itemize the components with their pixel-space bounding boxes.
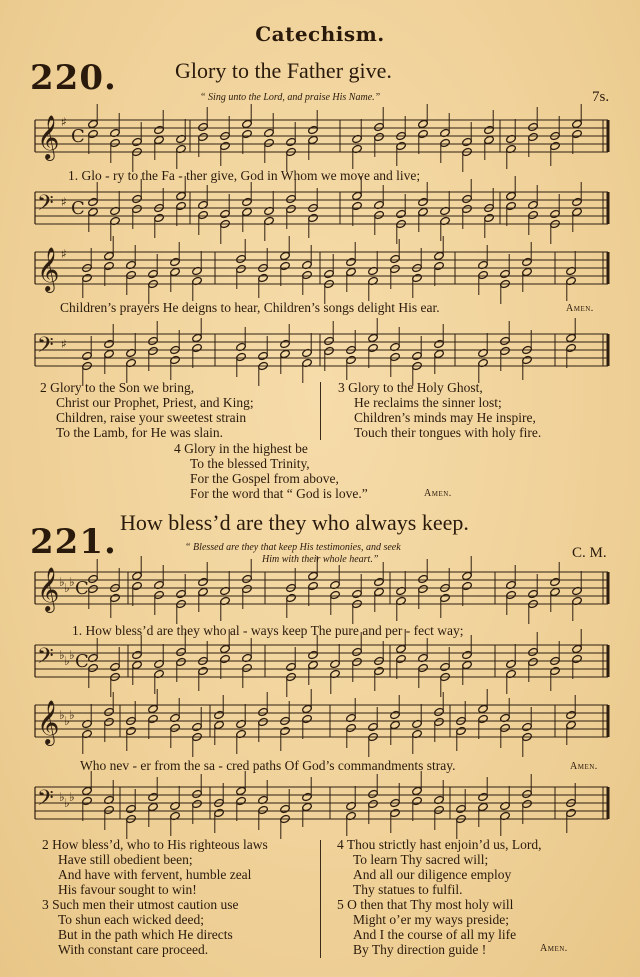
flat-icon: ♭ — [64, 796, 70, 810]
clef-icon: 𝄞 — [37, 115, 60, 159]
sharp-icon: ♯ — [61, 247, 67, 261]
verse-line: And have with fervent, humble zeal — [58, 867, 252, 882]
verse-block — [42, 837, 268, 957]
flat-icon: ♭ — [69, 575, 75, 589]
verse-line: He reclaims the sinner lost; — [354, 395, 502, 410]
verse-line: Children’s minds may He inspire, — [354, 410, 536, 425]
verse-block — [40, 380, 254, 440]
time-signature: C — [71, 198, 85, 219]
hymn-epigraph: “ Sing unto the Lord, and praise His Name.” — [200, 92, 381, 103]
sharp-icon: ♯ — [61, 337, 67, 351]
clef-icon: 𝄞 — [37, 700, 60, 744]
verse-line: Children, raise your sweetest strain — [56, 410, 247, 425]
verse-line: To shun each wicked deed; — [58, 912, 205, 927]
flat-icon: ♭ — [64, 581, 70, 595]
verse-line: 2 Glory to the Son we bring, — [40, 380, 195, 395]
flat-icon: ♭ — [69, 708, 75, 722]
clef-icon: 𝄢 — [37, 333, 54, 363]
clef-icon: 𝄢 — [37, 191, 54, 221]
verse-line: But in the path which He directs — [58, 927, 233, 942]
verse-block — [337, 837, 541, 957]
flat-icon: ♭ — [69, 790, 75, 804]
clef-icon: 𝄞 — [37, 247, 60, 291]
time-signature: C — [71, 126, 85, 147]
verse-block — [174, 441, 368, 501]
verse-line: Have still obedient been; — [58, 852, 193, 867]
verse-line: For the word that “ God is love.” — [190, 486, 368, 501]
verse-line: To the Lamb, for He was slain. — [56, 425, 224, 440]
hymn-epigraph: Him with their whole heart.” — [262, 554, 379, 565]
verse-line: Touch their tongues with holy fire. — [354, 425, 542, 440]
verse-line: Christ our Prophet, Priest, and King; — [56, 395, 254, 410]
clef-icon: 𝄞 — [37, 567, 60, 611]
verse-line: 3 Glory to the Holy Ghost, — [338, 380, 483, 395]
lyric-line: 1. Glo - ry to the Fa - ther give, God in Whom we move and live; — [68, 168, 421, 183]
time-signature: C — [75, 578, 89, 599]
flat-icon: ♭ — [59, 708, 65, 722]
section-header: Catechism. — [255, 22, 385, 46]
verse-line: 4 Thou strictly hast enjoin’d us, Lord, — [337, 837, 542, 852]
amen-label: Amen. — [424, 488, 452, 499]
hymn-number: 221. — [30, 522, 117, 562]
verse-line: 5 O then that Thy most holy will — [337, 897, 514, 912]
column-divider — [320, 840, 321, 958]
verse-line: For the Gospel from above, — [190, 471, 339, 486]
flat-icon: ♭ — [64, 654, 70, 668]
column-divider — [320, 382, 321, 440]
hymn-meter: 7s. — [592, 89, 610, 105]
hymn-meter: C. M. — [572, 545, 607, 561]
verse-line: 2 How bless’d, who to His righteous laws — [42, 837, 268, 852]
verse-line: With constant care proceed. — [58, 942, 209, 957]
verse-line: Might o’er my ways preside; — [353, 912, 509, 927]
verse-line: To the blessed Trinity, — [190, 456, 310, 471]
flat-icon: ♭ — [59, 575, 65, 589]
hymn-title: Glory to the Father give. — [175, 58, 392, 83]
sharp-icon: ♯ — [61, 115, 67, 129]
amen-label: Amen. — [540, 943, 568, 954]
verse-line: By Thy direction guide ! — [353, 942, 487, 957]
sharp-icon: ♯ — [61, 195, 67, 209]
flat-icon: ♭ — [69, 648, 75, 662]
flat-icon: ♭ — [59, 790, 65, 804]
verse-line: 3 Such men their utmost caution use — [42, 897, 239, 912]
lyric-line: Children’s prayers He deigns to hear, Children’s songs delight His ear. — [60, 300, 440, 315]
verse-line: And I the course of all my life — [353, 927, 517, 942]
verse-line: To learn Thy sacred will; — [353, 852, 489, 867]
verse-line: 4 Glory in the highest be — [174, 441, 308, 456]
flat-icon: ♭ — [64, 714, 70, 728]
hymn-title: How bless’d are they who always keep. — [120, 510, 469, 535]
hymn-epigraph: “ Blessed are they that keep His testimonies, and seek — [185, 542, 401, 553]
amen-label: Amen. — [566, 303, 594, 314]
verse-block — [338, 380, 541, 440]
lyric-line: Who nev - er from the sa - cred paths Of God’s commandments stray. — [80, 758, 456, 773]
time-signature: C — [75, 651, 89, 672]
verse-line: His favour sought to win! — [58, 882, 197, 897]
lyric-line: 1. How bless’d are they who al - ways keep The pure and per - fect way; — [72, 623, 464, 638]
amen-label: Amen. — [570, 761, 598, 772]
clef-icon: 𝄢 — [37, 786, 54, 816]
verse-line: And all our diligence employ — [353, 867, 512, 882]
verse-line: Thy statues to fulfil. — [353, 882, 463, 897]
flat-icon: ♭ — [59, 648, 65, 662]
clef-icon: 𝄢 — [37, 644, 54, 674]
hymn-number: 220. — [30, 58, 117, 98]
